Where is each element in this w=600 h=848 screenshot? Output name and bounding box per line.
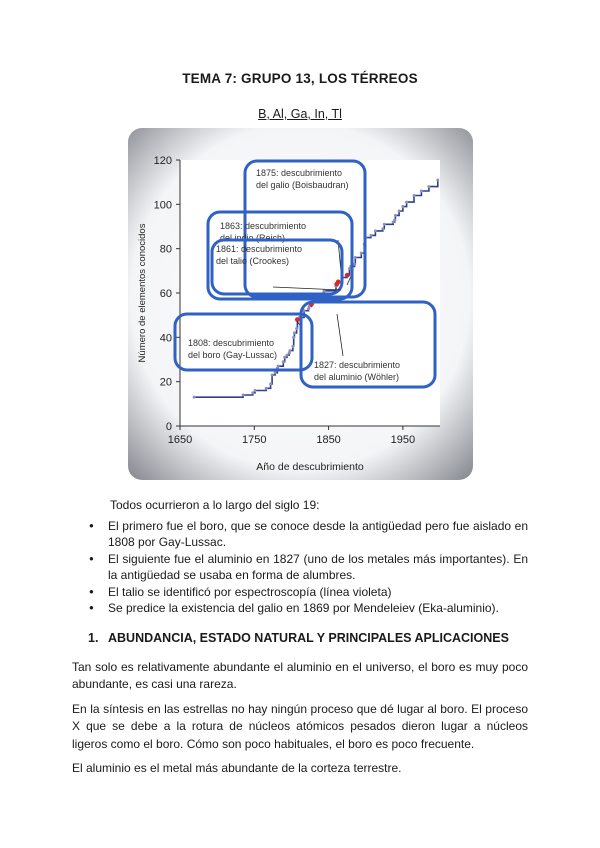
annotation-label: del boro (Gay-Lussac) [188, 350, 278, 360]
data-point [393, 218, 396, 221]
data-point [381, 227, 384, 230]
data-point [427, 185, 430, 188]
data-point [251, 391, 254, 394]
bullet-item: ● Se predice la existencia del galio en 1869 por Mendeleiev (Eka-aluminio). [88, 600, 528, 616]
y-tick-label: 40 [159, 332, 172, 345]
annotation-label: 1863: descubrimiento [220, 221, 307, 231]
annotation-label: 1827: descubrimiento [314, 360, 401, 370]
data-point [274, 371, 277, 374]
data-point [383, 223, 386, 226]
highlight-point [336, 280, 341, 285]
data-point [292, 336, 295, 339]
annotation-label: del talio (Crookes) [216, 256, 290, 266]
data-point [291, 345, 294, 348]
annotation-label: 1808: descubrimiento [188, 338, 275, 348]
data-point [193, 396, 196, 399]
annotation-label: del aluminio (Wöhler) [314, 372, 400, 382]
data-point [401, 205, 404, 208]
data-point [353, 263, 356, 266]
paragraph: En la síntesis en las estrellas no hay ningún proceso que dé lugar al boro. El proceso X que se debe a la rotura de núcleos atómicos pesados dieron lugar a núcleos ligeros como el boro. Cómo son poco habituales, el boro es poco frecuente. [72, 702, 528, 751]
annotation-label: 1875: descubrimiento [256, 168, 343, 178]
data-point [265, 387, 268, 390]
annotation-label: del indio (Reich) [220, 233, 286, 243]
data-point [269, 382, 272, 385]
y-tick-label: 60 [159, 288, 172, 300]
annotation-label: 1861: descubrimiento [216, 244, 303, 254]
data-point [394, 214, 397, 217]
x-tick-label: 1950 [390, 434, 416, 446]
data-point [271, 374, 274, 377]
y-tick-label: 80 [159, 243, 172, 256]
paragraph: El aluminio es el metal más abundante de la corteza terrestre. [72, 761, 402, 775]
section-number: 1. [88, 631, 99, 645]
y-axis-label: Número de elementos conocidos [137, 223, 148, 363]
data-point [354, 256, 357, 259]
bullet-item: ● El talio se identificó por espectroscopía (línea violeta) [88, 584, 528, 600]
y-tick-label: 20 [159, 376, 172, 389]
data-point [420, 190, 423, 193]
data-point [288, 349, 291, 352]
bullet-item: ● El siguiente fue el aluminio en 1827 (uno de los metales más importantes). En la antigüedad se usaba en forma de alumbres. [88, 551, 528, 584]
annotation-label: del galio (Boisbaudran) [256, 180, 349, 190]
y-tick-label: 120 [153, 155, 172, 167]
section-heading [88, 631, 509, 645]
page-title: TEMA 7: GRUPO 13, LOS TÉRREOS [182, 71, 418, 86]
section-title: ABUNDANCIA, ESTADO NATURAL Y PRINCIPALES APLICACIONES [108, 631, 509, 645]
data-point [242, 393, 245, 396]
discovery-chart-figure [128, 128, 473, 480]
x-axis-label: Año de descubrimiento [256, 461, 364, 473]
data-point [285, 354, 288, 357]
discovery-chart [128, 128, 473, 480]
data-point [360, 252, 363, 255]
data-point [293, 331, 296, 334]
x-tick-label: 1850 [316, 434, 341, 446]
data-point [282, 360, 285, 363]
data-point [323, 289, 326, 292]
element-list-subtitle: B, Al, Ga, In, Tl [258, 107, 342, 121]
data-point [283, 356, 286, 359]
data-point [413, 194, 416, 197]
bullet-item: ● El primero fue el boro, que se conoce desde la antigüedad pero fue aislado en 1808 por Gay-Lussac. [88, 518, 528, 551]
data-point [405, 201, 408, 204]
data-point [374, 229, 377, 232]
x-tick-label: 1650 [167, 434, 193, 446]
data-point [436, 178, 439, 181]
intro-text: Todos ocurrieron a lo largo del siglo 19: [110, 498, 320, 512]
data-point [254, 389, 257, 392]
data-point [277, 365, 280, 368]
x-tick-label: 1750 [242, 434, 267, 446]
discovery-bullet-list [88, 518, 528, 616]
data-point [398, 209, 401, 212]
highlight-point [345, 273, 350, 278]
y-tick-label: 0 [165, 421, 172, 433]
data-point [295, 327, 298, 330]
y-tick-label: 100 [153, 199, 172, 212]
paragraph: Tan solo es relativamente abundante el aluminio en el universo, el boro es muy poco abundante, es casi una rareza. [72, 660, 528, 692]
data-point [369, 234, 372, 237]
